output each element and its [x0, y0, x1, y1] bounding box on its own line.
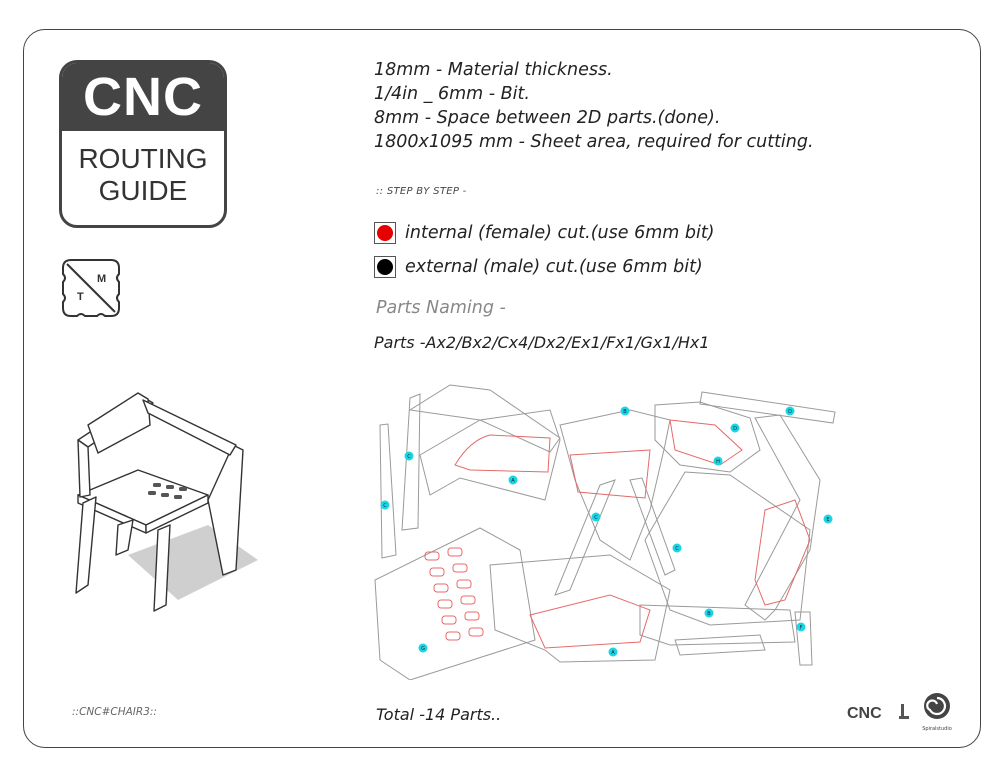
logo-subtitle: [62, 131, 224, 207]
tag-b: B: [707, 611, 711, 617]
tag-d: D: [733, 426, 737, 432]
tag-b: B: [623, 409, 627, 415]
total-parts: Total -14 Parts..: [376, 705, 502, 724]
tag-c: C: [675, 546, 679, 552]
tag-g: G: [421, 646, 425, 652]
parts-list: Parts -Ax2/Bx2/Cx4/Dx2/Ex1/Fx1/Gx1/Hx1: [374, 333, 710, 352]
black-dot-icon: [377, 259, 393, 275]
tm-logo-icon: [59, 256, 123, 320]
tag-c: C: [383, 503, 387, 509]
tag-e: E: [826, 517, 830, 523]
seat-slot-grid: [425, 548, 483, 640]
logo-title: CNC: [62, 63, 224, 131]
cnc-routing-guide-logo: [59, 60, 227, 228]
legend-external-cut: [374, 256, 703, 278]
tag-a: A: [511, 478, 515, 484]
footer-brand-logos: [847, 688, 957, 736]
tag-a: A: [611, 650, 615, 656]
spiral-logo-icon: [924, 693, 950, 719]
legend-internal-cut: [374, 222, 715, 244]
tag-c: C: [407, 454, 411, 460]
spec-bit: 1/4in _ 6mm - Bit.: [374, 84, 530, 104]
tag-c: C: [594, 515, 598, 521]
tag-d: D: [788, 409, 792, 415]
cnc-brand-logo: CNC: [847, 705, 882, 722]
legend-internal-label: internal (female) cut.(use 6mm bit): [405, 223, 715, 243]
logo-line-1: ROUTING: [78, 143, 208, 174]
chair-illustration: [58, 385, 268, 620]
spec-sheet-area: 1800x1095 mm - Sheet area, required for cutting.: [374, 132, 814, 152]
tm-letter-t: T: [77, 291, 84, 303]
tm-small-logo-icon: [899, 704, 909, 719]
material-specs: [374, 58, 814, 154]
step-by-step-label: :: STEP BY STEP -: [376, 186, 467, 197]
studio-name: Spiralstudio: [922, 726, 952, 732]
spec-thickness: 18mm - Material thickness.: [374, 60, 613, 80]
legend-external-label: external (male) cut.(use 6mm bit): [405, 257, 703, 277]
parts-naming-heading: Parts Naming -: [376, 298, 506, 318]
cut-sheet-diagram: [370, 380, 850, 680]
tag-h: H: [716, 459, 720, 465]
spec-spacing: 8mm - Space between 2D parts.(done).: [374, 108, 721, 128]
tm-letter-m: M: [97, 273, 107, 285]
part-tags: [381, 407, 833, 657]
logo-line-2: GUIDE: [98, 175, 188, 206]
chair-code: ::CNC#CHAIR3::: [72, 706, 157, 718]
red-dot-icon: [377, 225, 393, 241]
tag-f: F: [799, 625, 803, 631]
